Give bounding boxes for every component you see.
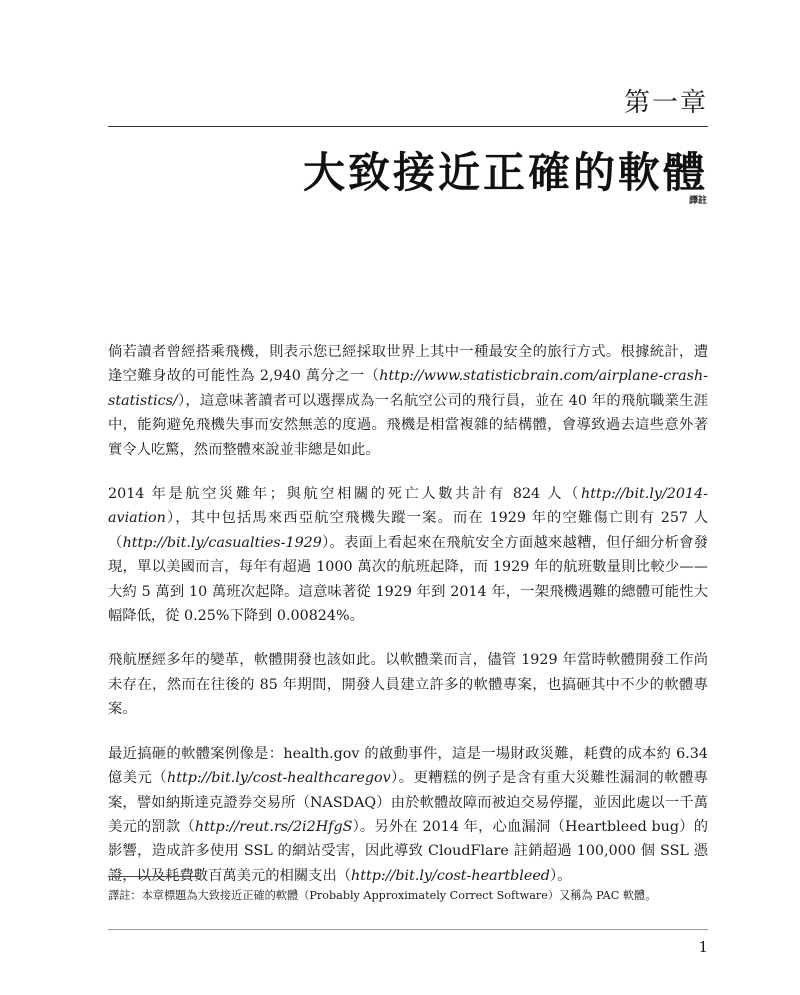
chapter-label: 第一章 <box>623 88 708 118</box>
paragraph-text: ），這意味著讀者可以選擇成為一名航空公司的飛行員，並在 40 年的飛航職業生涯中，能夠避免飛機失事而安然無恙的度過。飛機是相當複雜的結構體，會導致過去這些意外著實令人吃驚，然而整體來說並非總是如此。 <box>108 392 708 458</box>
body-paragraph <box>108 340 708 462</box>
paragraph-text: ）。更糟糕的例子是含有重大災難性漏洞的軟體專案，譬如納斯達克證券交易所（NASDAQ）由於軟體故障而被迫交易停擺，並因此處以一千萬美元的罰款（ <box>108 770 708 835</box>
footer-divider <box>108 929 708 930</box>
paragraph-text: 飛航歷經多年的變革，軟體開發也該如此。以軟體業而言，儘管 1929 年當時軟體開發工作尚未存在，然而在往後的 85 年期間，開發人員建立許多的軟體專案，也搞砸其中不少的軟體專案。 <box>108 652 708 718</box>
footnote-divider <box>108 876 198 877</box>
paragraph-text: ）。 <box>549 867 572 884</box>
chapter-title: 大致接近正確的軟體 <box>302 148 708 197</box>
footnote: 譯註：本章標題為大致接近正確的軟體（Probably Approximately Correct Software）又稱為 PAC 軟體。 <box>108 889 657 902</box>
paragraph-text: 2014 年是航空災難年；與航空相關的死亡人數共計有 824 人（ <box>108 486 581 503</box>
page-number: 1 <box>698 938 708 956</box>
chapter-divider <box>108 126 708 127</box>
body-paragraph <box>108 648 708 721</box>
paragraph-text: 倘若讀者曾經搭乘飛機，則表示您已經採取世界上其中一種最安全的旅行方式。根據統計，遭逢空難身故的可能性為 2,940 萬分之一（ <box>108 344 708 385</box>
reference-link[interactable]: http://reut.rs/2i2HfgS <box>194 818 353 835</box>
paragraph-text: ）。另外在 2014 年，心血漏洞（Heartbleed bug）的影響，造成許多使用 SSL 的網站受害，因此導致 CloudFlare 註銷超過 100,000 個 SSL 憑證，以及耗費數百萬美元的相關支出（ <box>108 818 708 884</box>
paragraph-text: ），其中包括馬來西亞航空飛機失蹤一案。而在 1929 年的空難傷亡則有 257 人（ <box>108 510 708 551</box>
body-text <box>108 340 708 908</box>
translator-note-mark: 譯註 <box>688 196 707 206</box>
body-paragraph <box>108 482 708 628</box>
reference-link[interactable]: http://bit.ly/cost-heartbleed <box>351 867 550 884</box>
reference-link[interactable]: http://bit.ly/cost-healthcaregov <box>167 770 391 787</box>
reference-link[interactable]: http://bit.ly/casualties-1929 <box>122 534 322 551</box>
paragraph-text: ）。表面上看起來在飛航安全方面越來越糟，但仔細分析會發現，單以美國而言，每年有超過 1000 萬次的航班起降，而 1929 年的航班數量則比較少——大約 5 萬到 10 萬班次起降。這意味著從 1929 年到 2014 年，一架飛機遇難的總體可能性大幅降低，從 0.25%下降到 0.00824%。 <box>108 534 709 625</box>
reference-link[interactable]: http://bit.ly/2014-aviation <box>108 486 708 527</box>
paragraph-text: 最近搞砸的軟體案例像是：health.gov 的啟動事件，這是一場財政災難，耗費的成本約 6.34 億美元（ <box>108 745 708 787</box>
reference-link[interactable]: http://www.statisticbrain.com/airplane-crash-statistics/ <box>108 368 708 409</box>
body-paragraph <box>108 742 708 888</box>
